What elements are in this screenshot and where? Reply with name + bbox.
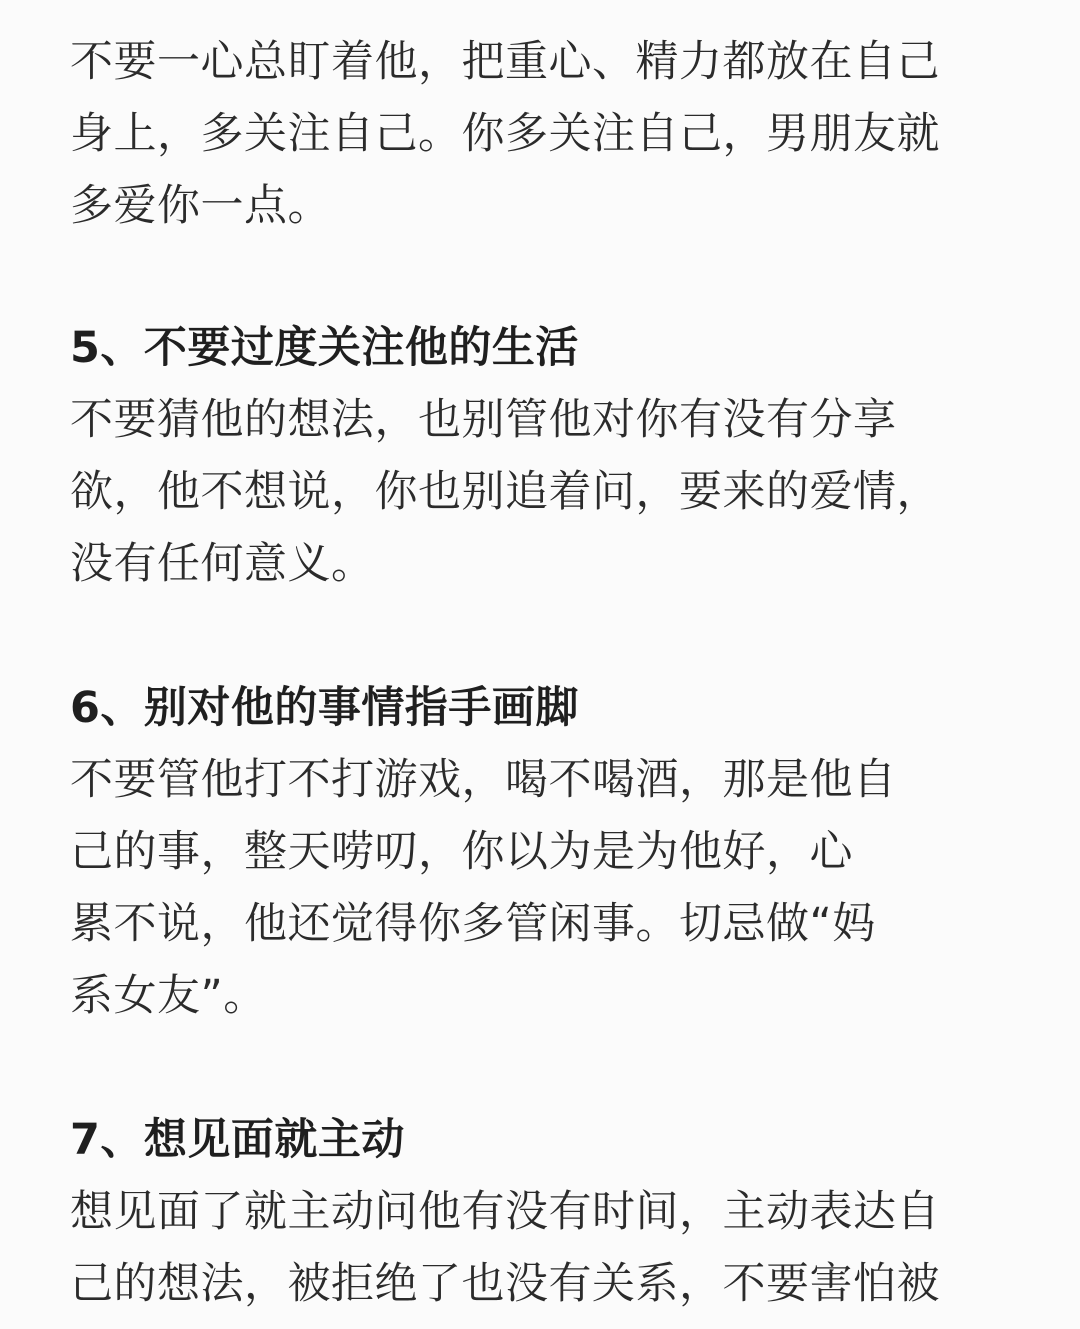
paragraph-line: 没有任何意义。	[70, 539, 375, 589]
paragraph-line: 身上，多关注自己。你多关注自己，男朋友就	[70, 109, 940, 159]
clipped-heading	[70, 0, 1030, 26]
section-heading-7: 7、想见面就主动	[70, 1115, 405, 1165]
paragraph-line: 欲，他不想说，你也别追着问，要来的爱情，	[70, 467, 940, 517]
paragraph-line: 不要一心总盯着他，把重心、精力都放在自己	[70, 37, 940, 87]
paragraph-line: 累不说，他还觉得你多管闲事。切忌做“妈	[70, 899, 876, 949]
section-heading-6: 6、别对他的事情指手画脚	[70, 683, 579, 733]
section-heading-5: 5、不要过度关注他的生活	[70, 323, 579, 373]
paragraph-line: 不要猜他的想法，也别管他对你有没有分享	[70, 395, 897, 445]
paragraph-line: 想见面了就主动问他有没有时间，主动表达自	[70, 1187, 940, 1237]
paragraph-line: 己的事，整天唠叨，你以为是为他好，心	[70, 827, 853, 877]
paragraph-line: 系女友”。	[70, 971, 267, 1021]
paragraph-line: 不要管他打不打游戏，喝不喝酒，那是他自	[70, 755, 897, 805]
paragraph-line: 己的想法，被拒绝了也没有关系，不要害怕被	[70, 1259, 940, 1309]
paragraph-line: 多爱你一点。	[70, 181, 331, 231]
